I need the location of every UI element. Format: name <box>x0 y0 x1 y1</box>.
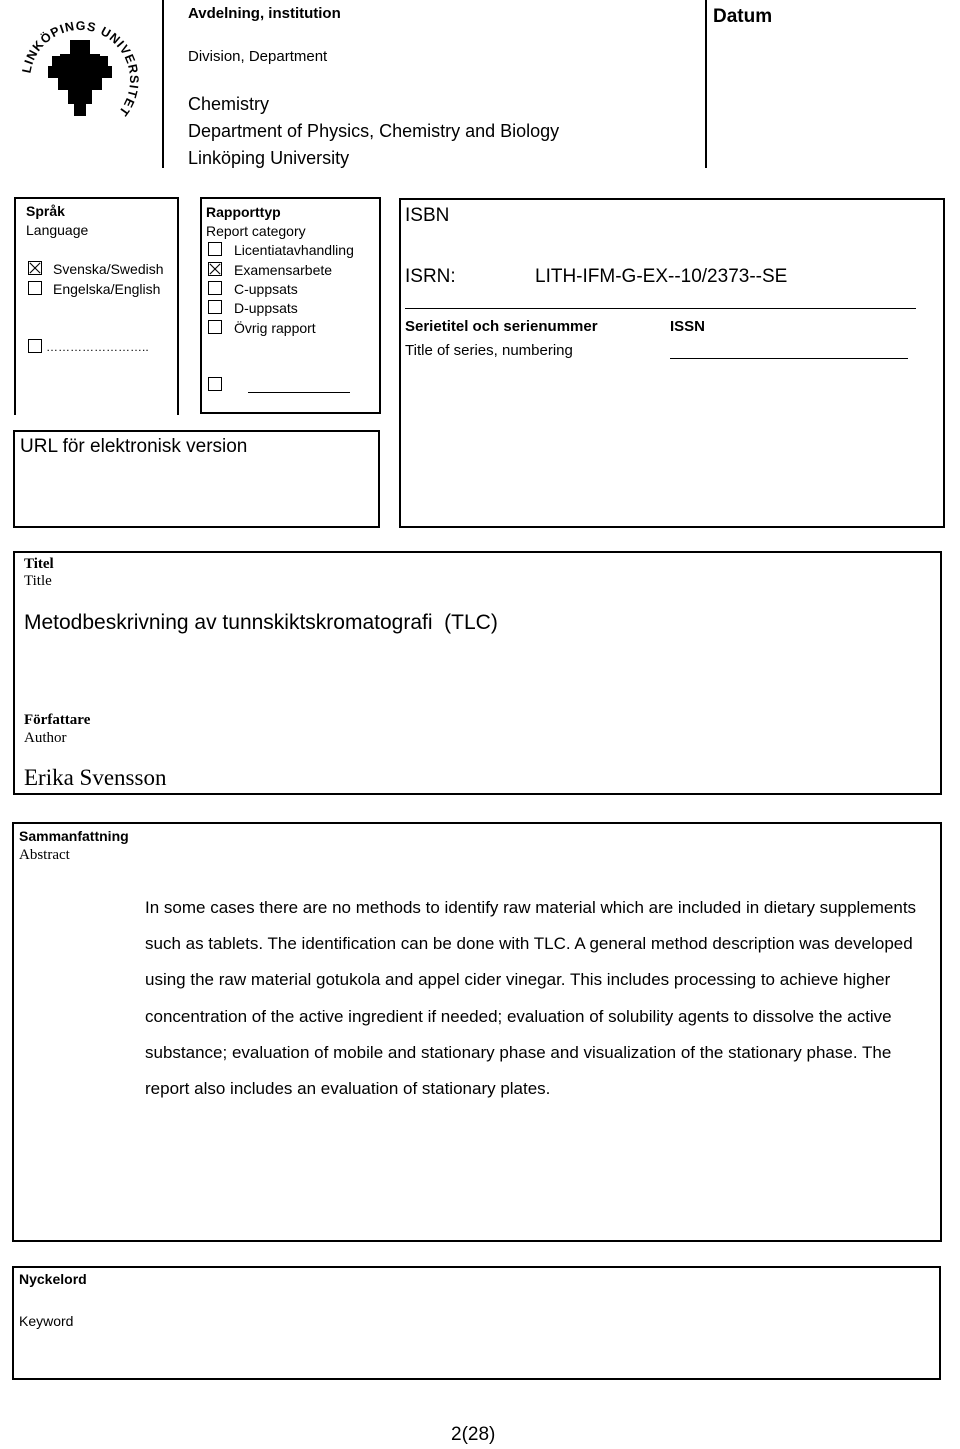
other-report-label: Övrig rapport <box>234 320 316 336</box>
other-report-checkbox[interactable] <box>208 320 222 334</box>
abstract-label-sv: Sammanfattning <box>19 828 129 844</box>
keywords-label-en: Keyword <box>19 1313 74 1329</box>
department-line: Chemistry <box>188 94 270 114</box>
department-line: Department of Physics, Chemistry and Biology <box>188 121 560 141</box>
issn-field[interactable] <box>670 358 908 359</box>
isrn-underline <box>405 308 916 309</box>
c-essay-checkbox[interactable] <box>208 281 222 295</box>
header-divider-right <box>705 0 707 168</box>
department-line: Linköping University <box>188 148 350 168</box>
header-divider-left <box>162 0 164 168</box>
university-logo <box>18 18 142 142</box>
abstract-label-en: Abstract <box>19 847 70 863</box>
division-label-sv: Avdelning, institution <box>188 5 341 22</box>
report-label-sv: Rapporttyp <box>206 204 281 220</box>
language-label-sv: Språk <box>26 203 65 219</box>
author-label-sv: Författare <box>24 712 91 728</box>
english-checkbox[interactable] <box>28 281 42 295</box>
page-number: 2(28) <box>451 1424 496 1445</box>
thesis-checkbox[interactable] <box>208 262 222 276</box>
isrn-value: LITH-IFM-G-EX--10/2373--SE <box>535 266 788 287</box>
licentiate-checkbox[interactable] <box>208 242 222 256</box>
report-label-en: Report category <box>206 223 306 239</box>
thesis-label: Examensarbete <box>234 262 333 278</box>
isrn-label: ISRN: <box>405 266 456 287</box>
title-label-sv: Titel <box>24 556 54 572</box>
licentiate-label: Licentiatavhandling <box>234 242 354 258</box>
svg-text:LINKÖPINGS UNIVERSITET: LINKÖPINGS UNIVERSITET <box>19 18 142 120</box>
keywords-box <box>12 1266 941 1380</box>
swedish-checkbox[interactable] <box>28 261 42 275</box>
abstract-text: In some cases there are no methods to identify raw material which are included in dietary supplements such as tablets. The identification can be done with TLC. A general method description was developed using the raw material gotukola and appel cider vinegar. This includes processing to achieve higher concentration of the active ingredient if needed; evaluation of solubility agents to dissolve the active substance; evaluation of mobile and stationary phase and visualization of the stationary phase. The report also includes an evaluation of stationary plates. <box>145 898 917 1099</box>
author-name: Erika Svensson <box>24 765 167 790</box>
swedish-option-label: Svenska/Swedish <box>53 261 164 277</box>
english-option-label: Engelska/English <box>53 281 161 297</box>
d-essay-checkbox[interactable] <box>208 300 222 314</box>
extra-report-field[interactable] <box>248 392 350 393</box>
isbn-box <box>399 198 945 528</box>
document-title: Metodbeskrivning av tunnskiktskromatografi (TLC) <box>24 611 498 634</box>
series-label-sv: Serietitel och serienummer <box>405 318 598 335</box>
extra-report-checkbox[interactable] <box>208 377 222 391</box>
c-essay-label: C-uppsats <box>234 281 298 297</box>
date-label: Datum <box>713 6 773 27</box>
issn-label: ISSN <box>670 318 706 335</box>
keywords-label-sv: Nyckelord <box>19 1271 87 1287</box>
other-language-field[interactable]: …………………….. <box>46 340 149 354</box>
url-label: URL för elektronisk version <box>20 436 248 457</box>
division-label-en: Division, Department <box>188 48 328 65</box>
language-label-en: Language <box>26 222 89 238</box>
title-label-en: Title <box>24 573 52 589</box>
title-author-box <box>13 551 942 795</box>
other-language-checkbox[interactable] <box>28 339 42 353</box>
isbn-label: ISBN <box>405 205 450 226</box>
d-essay-label: D-uppsats <box>234 300 298 316</box>
author-label-en: Author <box>24 730 67 746</box>
series-label-en: Title of series, numbering <box>405 342 573 359</box>
